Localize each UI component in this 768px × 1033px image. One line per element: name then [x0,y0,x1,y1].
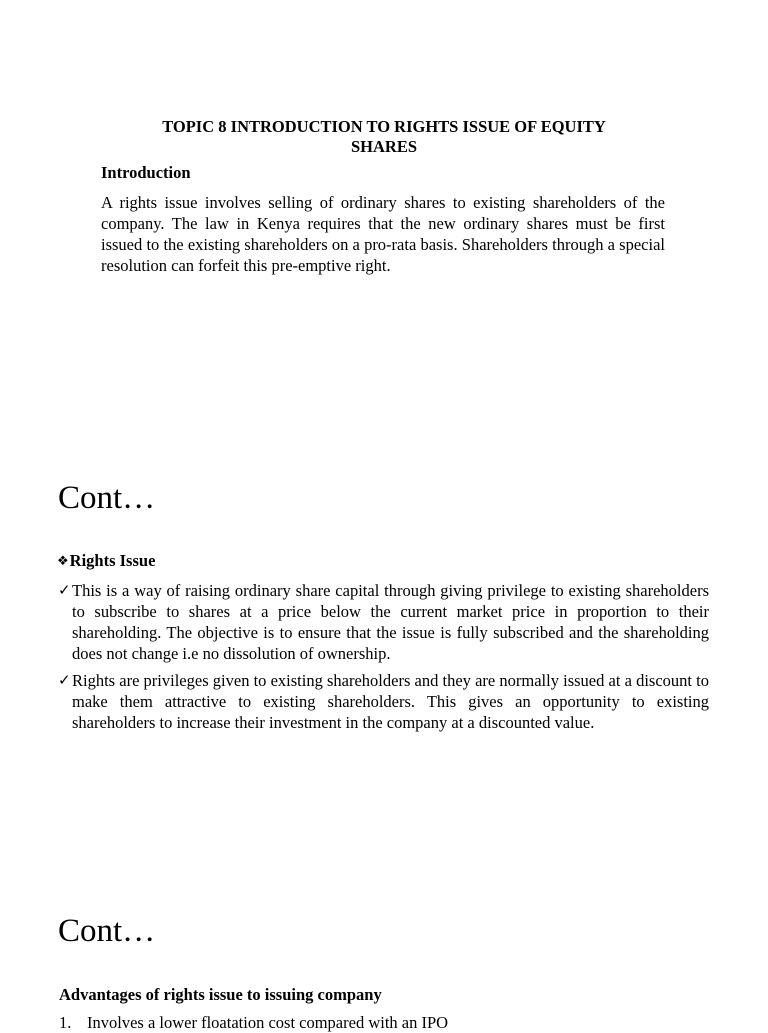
list-item-text: Involves a lower floatation cost compared with an IPO [87,1013,449,1032]
list-item-number: 1. [59,1013,72,1032]
list-item [59,1012,709,1033]
diamond-bullet-icon: ❖ [57,553,69,568]
slide-rights-issue [0,440,768,860]
introduction-heading: Introduction [101,163,191,182]
introduction-paragraph: A rights issue involves selling of ordinary shares to existing shareholders of the company. The law in Kenya requires that the new ordinary shares must be first issued to the existing shareholders on a pro-rata basis. Shareholders through a special resolution can forfeit this pre-emptive right. [101,193,665,275]
slide-advantages [0,860,768,1032]
list-item [58,580,709,664]
list-item [58,670,709,733]
topic-title-line1: TOPIC 8 INTRODUCTION TO RIGHTS ISSUE OF EQUITY [162,117,606,136]
rights-issue-heading [57,550,155,571]
advantages-heading: Advantages of rights issue to issuing company [59,985,382,1004]
topic-title [100,117,668,157]
bullet-text: Rights are privileges given to existing shareholders and they are normally issued at a discount to make them attractive to existing shareholders. This gives an opportunity to existing shareholders to increase their investment in the company at a discounted value. [72,671,709,732]
slide-topic-intro [0,0,768,440]
slide-heading: Cont… [58,480,156,516]
topic-title-line2: SHARES [350,137,418,156]
bullet-text: This is a way of raising ordinary share capital through giving privilege to existing shareholders to subscribe to shares at a price below the current market price in proportion to their shareholding. The objective is to ensure that the issue is fully subscribed and the shareholding does not change i.e no dissolution of ownership. [72,581,709,663]
checkmark-icon: ✓ [58,581,71,599]
checkmark-icon: ✓ [58,671,71,689]
advantages-list [59,1012,709,1033]
rights-issue-bullet-list [58,580,709,739]
rights-issue-heading-text: Rights Issue [69,551,156,570]
slide-heading: Cont… [58,913,156,949]
